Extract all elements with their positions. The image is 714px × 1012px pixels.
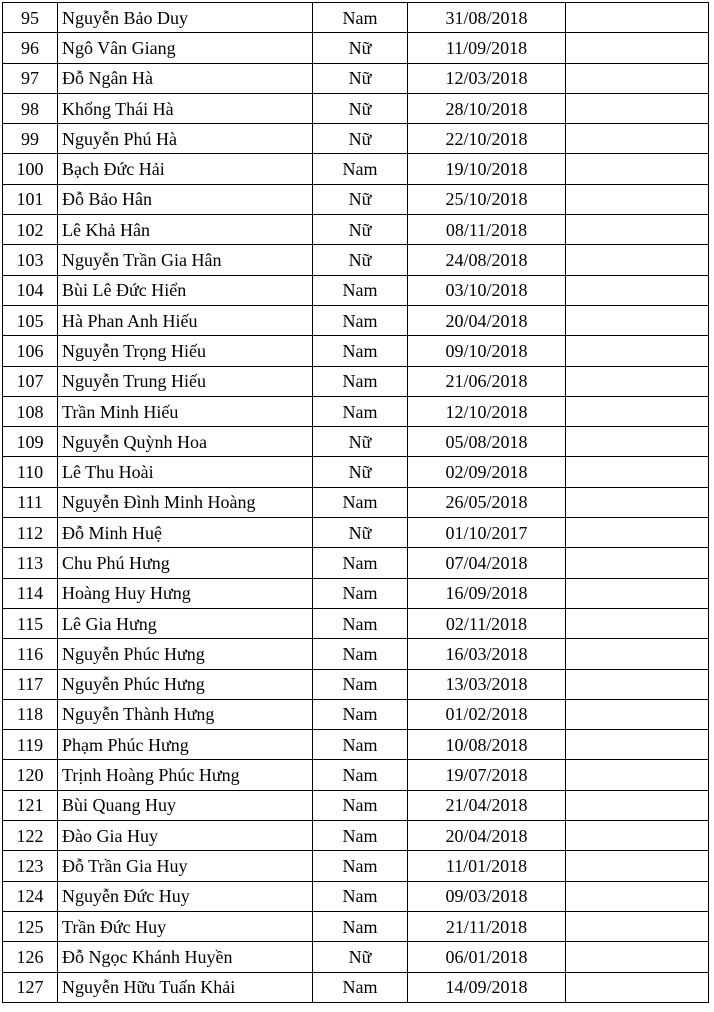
date-of-birth-cell: 01/10/2017 bbox=[408, 518, 566, 548]
student-name-cell: Bùi Lê Đức Hiển bbox=[58, 275, 313, 305]
student-name-cell: Lê Thu Hoài bbox=[58, 457, 313, 487]
note-cell bbox=[566, 275, 709, 305]
student-name-cell: Đỗ Ngân Hà bbox=[58, 63, 313, 93]
date-of-birth-cell: 19/07/2018 bbox=[408, 760, 566, 790]
gender-cell: Nam bbox=[313, 336, 408, 366]
gender-cell: Nam bbox=[313, 851, 408, 881]
date-of-birth-cell: 20/04/2018 bbox=[408, 821, 566, 851]
table-row bbox=[3, 457, 709, 487]
date-of-birth-cell: 03/10/2018 bbox=[408, 275, 566, 305]
row-number-cell: 123 bbox=[3, 851, 58, 881]
date-of-birth-cell: 21/11/2018 bbox=[408, 911, 566, 941]
table-row bbox=[3, 760, 709, 790]
gender-cell: Nam bbox=[313, 366, 408, 396]
table-row bbox=[3, 821, 709, 851]
note-cell bbox=[566, 396, 709, 426]
table-row bbox=[3, 396, 709, 426]
student-name-cell: Đỗ Bảo Hân bbox=[58, 184, 313, 214]
row-number-cell: 118 bbox=[3, 699, 58, 729]
gender-cell: Nữ bbox=[313, 457, 408, 487]
table-row bbox=[3, 881, 709, 911]
table-row bbox=[3, 427, 709, 457]
row-number-cell: 111 bbox=[3, 487, 58, 517]
note-cell bbox=[566, 93, 709, 123]
gender-cell: Nữ bbox=[313, 93, 408, 123]
gender-cell: Nữ bbox=[313, 184, 408, 214]
date-of-birth-cell: 13/03/2018 bbox=[408, 669, 566, 699]
note-cell bbox=[566, 911, 709, 941]
note-cell bbox=[566, 699, 709, 729]
note-cell bbox=[566, 942, 709, 972]
table-row bbox=[3, 548, 709, 578]
gender-cell: Nam bbox=[313, 3, 408, 33]
student-name-cell: Nguyễn Phú Hà bbox=[58, 124, 313, 154]
row-number-cell: 97 bbox=[3, 63, 58, 93]
table-row bbox=[3, 245, 709, 275]
date-of-birth-cell: 06/01/2018 bbox=[408, 942, 566, 972]
student-name-cell: Nguyễn Trọng Hiếu bbox=[58, 336, 313, 366]
note-cell bbox=[566, 608, 709, 638]
row-number-cell: 110 bbox=[3, 457, 58, 487]
student-name-cell: Trần Đức Huy bbox=[58, 911, 313, 941]
gender-cell: Nam bbox=[313, 154, 408, 184]
student-name-cell: Bạch Đức Hải bbox=[58, 154, 313, 184]
row-number-cell: 122 bbox=[3, 821, 58, 851]
student-name-cell: Hà Phan Anh Hiếu bbox=[58, 305, 313, 335]
student-name-cell: Chu Phú Hưng bbox=[58, 548, 313, 578]
note-cell bbox=[566, 881, 709, 911]
note-cell bbox=[566, 760, 709, 790]
student-list-table bbox=[2, 2, 709, 1003]
student-name-cell: Trần Minh Hiếu bbox=[58, 396, 313, 426]
date-of-birth-cell: 02/11/2018 bbox=[408, 608, 566, 638]
date-of-birth-cell: 21/06/2018 bbox=[408, 366, 566, 396]
date-of-birth-cell: 19/10/2018 bbox=[408, 154, 566, 184]
table-row bbox=[3, 336, 709, 366]
date-of-birth-cell: 05/08/2018 bbox=[408, 427, 566, 457]
table-row bbox=[3, 608, 709, 638]
table-row bbox=[3, 790, 709, 820]
table-row bbox=[3, 33, 709, 63]
student-name-cell: Hoàng Huy Hưng bbox=[58, 578, 313, 608]
gender-cell: Nam bbox=[313, 487, 408, 517]
row-number-cell: 124 bbox=[3, 881, 58, 911]
note-cell bbox=[566, 366, 709, 396]
date-of-birth-cell: 09/03/2018 bbox=[408, 881, 566, 911]
date-of-birth-cell: 09/10/2018 bbox=[408, 336, 566, 366]
gender-cell: Nam bbox=[313, 548, 408, 578]
table-row bbox=[3, 972, 709, 1002]
row-number-cell: 117 bbox=[3, 669, 58, 699]
gender-cell: Nam bbox=[313, 911, 408, 941]
note-cell bbox=[566, 305, 709, 335]
student-name-cell: Trịnh Hoàng Phúc Hưng bbox=[58, 760, 313, 790]
gender-cell: Nam bbox=[313, 972, 408, 1002]
date-of-birth-cell: 21/04/2018 bbox=[408, 790, 566, 820]
student-name-cell: Đỗ Minh Huệ bbox=[58, 518, 313, 548]
student-name-cell: Ngô Vân Giang bbox=[58, 33, 313, 63]
note-cell bbox=[566, 427, 709, 457]
gender-cell: Nữ bbox=[313, 124, 408, 154]
row-number-cell: 112 bbox=[3, 518, 58, 548]
student-name-cell: Đào Gia Huy bbox=[58, 821, 313, 851]
student-name-cell: Đỗ Ngọc Khánh Huyền bbox=[58, 942, 313, 972]
date-of-birth-cell: 25/10/2018 bbox=[408, 184, 566, 214]
row-number-cell: 104 bbox=[3, 275, 58, 305]
date-of-birth-cell: 31/08/2018 bbox=[408, 3, 566, 33]
date-of-birth-cell: 10/08/2018 bbox=[408, 730, 566, 760]
note-cell bbox=[566, 124, 709, 154]
date-of-birth-cell: 16/03/2018 bbox=[408, 639, 566, 669]
note-cell bbox=[566, 851, 709, 881]
gender-cell: Nam bbox=[313, 699, 408, 729]
note-cell bbox=[566, 3, 709, 33]
date-of-birth-cell: 12/03/2018 bbox=[408, 63, 566, 93]
table-row bbox=[3, 911, 709, 941]
table-row bbox=[3, 487, 709, 517]
note-cell bbox=[566, 639, 709, 669]
row-number-cell: 95 bbox=[3, 3, 58, 33]
date-of-birth-cell: 28/10/2018 bbox=[408, 93, 566, 123]
gender-cell: Nữ bbox=[313, 518, 408, 548]
date-of-birth-cell: 11/01/2018 bbox=[408, 851, 566, 881]
student-name-cell: Lê Gia Hưng bbox=[58, 608, 313, 638]
gender-cell: Nam bbox=[313, 275, 408, 305]
note-cell bbox=[566, 245, 709, 275]
date-of-birth-cell: 22/10/2018 bbox=[408, 124, 566, 154]
table-row bbox=[3, 215, 709, 245]
date-of-birth-cell: 14/09/2018 bbox=[408, 972, 566, 1002]
table-row bbox=[3, 578, 709, 608]
table-row bbox=[3, 63, 709, 93]
table-row bbox=[3, 184, 709, 214]
date-of-birth-cell: 16/09/2018 bbox=[408, 578, 566, 608]
table-row bbox=[3, 93, 709, 123]
row-number-cell: 98 bbox=[3, 93, 58, 123]
gender-cell: Nữ bbox=[313, 33, 408, 63]
note-cell bbox=[566, 336, 709, 366]
date-of-birth-cell: 08/11/2018 bbox=[408, 215, 566, 245]
gender-cell: Nam bbox=[313, 760, 408, 790]
date-of-birth-cell: 20/04/2018 bbox=[408, 305, 566, 335]
gender-cell: Nam bbox=[313, 790, 408, 820]
note-cell bbox=[566, 33, 709, 63]
row-number-cell: 125 bbox=[3, 911, 58, 941]
student-name-cell: Nguyễn Trung Hiếu bbox=[58, 366, 313, 396]
table-row bbox=[3, 942, 709, 972]
student-name-cell: Nguyễn Phúc Hưng bbox=[58, 639, 313, 669]
row-number-cell: 109 bbox=[3, 427, 58, 457]
table-row bbox=[3, 730, 709, 760]
table-row bbox=[3, 669, 709, 699]
note-cell bbox=[566, 518, 709, 548]
row-number-cell: 106 bbox=[3, 336, 58, 366]
row-number-cell: 103 bbox=[3, 245, 58, 275]
row-number-cell: 114 bbox=[3, 578, 58, 608]
row-number-cell: 100 bbox=[3, 154, 58, 184]
row-number-cell: 127 bbox=[3, 972, 58, 1002]
note-cell bbox=[566, 215, 709, 245]
table-row bbox=[3, 639, 709, 669]
student-name-cell: Lê Khả Hân bbox=[58, 215, 313, 245]
student-name-cell: Phạm Phúc Hưng bbox=[58, 730, 313, 760]
student-name-cell: Bùi Quang Huy bbox=[58, 790, 313, 820]
student-list-body bbox=[3, 3, 709, 1003]
student-name-cell: Nguyễn Đình Minh Hoàng bbox=[58, 487, 313, 517]
date-of-birth-cell: 12/10/2018 bbox=[408, 396, 566, 426]
note-cell bbox=[566, 154, 709, 184]
row-number-cell: 96 bbox=[3, 33, 58, 63]
row-number-cell: 107 bbox=[3, 366, 58, 396]
note-cell bbox=[566, 790, 709, 820]
row-number-cell: 121 bbox=[3, 790, 58, 820]
gender-cell: Nam bbox=[313, 730, 408, 760]
note-cell bbox=[566, 184, 709, 214]
note-cell bbox=[566, 548, 709, 578]
gender-cell: Nam bbox=[313, 639, 408, 669]
table-row bbox=[3, 154, 709, 184]
table-row bbox=[3, 699, 709, 729]
row-number-cell: 99 bbox=[3, 124, 58, 154]
row-number-cell: 108 bbox=[3, 396, 58, 426]
student-name-cell: Nguyễn Hữu Tuấn Khải bbox=[58, 972, 313, 1002]
gender-cell: Nam bbox=[313, 396, 408, 426]
gender-cell: Nữ bbox=[313, 215, 408, 245]
gender-cell: Nữ bbox=[313, 942, 408, 972]
row-number-cell: 120 bbox=[3, 760, 58, 790]
student-name-cell: Nguyễn Quỳnh Hoa bbox=[58, 427, 313, 457]
table-row bbox=[3, 3, 709, 33]
student-name-cell: Nguyễn Trần Gia Hân bbox=[58, 245, 313, 275]
student-name-cell: Nguyễn Bảo Duy bbox=[58, 3, 313, 33]
note-cell bbox=[566, 821, 709, 851]
date-of-birth-cell: 02/09/2018 bbox=[408, 457, 566, 487]
student-name-cell: Nguyễn Phúc Hưng bbox=[58, 669, 313, 699]
table-row bbox=[3, 366, 709, 396]
student-name-cell: Đỗ Trần Gia Huy bbox=[58, 851, 313, 881]
gender-cell: Nam bbox=[313, 578, 408, 608]
date-of-birth-cell: 11/09/2018 bbox=[408, 33, 566, 63]
gender-cell: Nam bbox=[313, 305, 408, 335]
row-number-cell: 116 bbox=[3, 639, 58, 669]
table-row bbox=[3, 851, 709, 881]
table-row bbox=[3, 275, 709, 305]
gender-cell: Nữ bbox=[313, 427, 408, 457]
note-cell bbox=[566, 669, 709, 699]
note-cell bbox=[566, 63, 709, 93]
date-of-birth-cell: 24/08/2018 bbox=[408, 245, 566, 275]
gender-cell: Nam bbox=[313, 669, 408, 699]
student-name-cell: Nguyễn Đức Huy bbox=[58, 881, 313, 911]
table-row bbox=[3, 124, 709, 154]
gender-cell: Nữ bbox=[313, 63, 408, 93]
row-number-cell: 119 bbox=[3, 730, 58, 760]
table-row bbox=[3, 518, 709, 548]
gender-cell: Nam bbox=[313, 881, 408, 911]
row-number-cell: 113 bbox=[3, 548, 58, 578]
gender-cell: Nam bbox=[313, 821, 408, 851]
date-of-birth-cell: 01/02/2018 bbox=[408, 699, 566, 729]
student-name-cell: Khổng Thái Hà bbox=[58, 93, 313, 123]
row-number-cell: 115 bbox=[3, 608, 58, 638]
row-number-cell: 101 bbox=[3, 184, 58, 214]
row-number-cell: 126 bbox=[3, 942, 58, 972]
gender-cell: Nữ bbox=[313, 245, 408, 275]
gender-cell: Nam bbox=[313, 608, 408, 638]
table-row bbox=[3, 305, 709, 335]
note-cell bbox=[566, 457, 709, 487]
note-cell bbox=[566, 487, 709, 517]
student-name-cell: Nguyễn Thành Hưng bbox=[58, 699, 313, 729]
row-number-cell: 105 bbox=[3, 305, 58, 335]
note-cell bbox=[566, 578, 709, 608]
row-number-cell: 102 bbox=[3, 215, 58, 245]
date-of-birth-cell: 07/04/2018 bbox=[408, 548, 566, 578]
date-of-birth-cell: 26/05/2018 bbox=[408, 487, 566, 517]
note-cell bbox=[566, 972, 709, 1002]
note-cell bbox=[566, 730, 709, 760]
